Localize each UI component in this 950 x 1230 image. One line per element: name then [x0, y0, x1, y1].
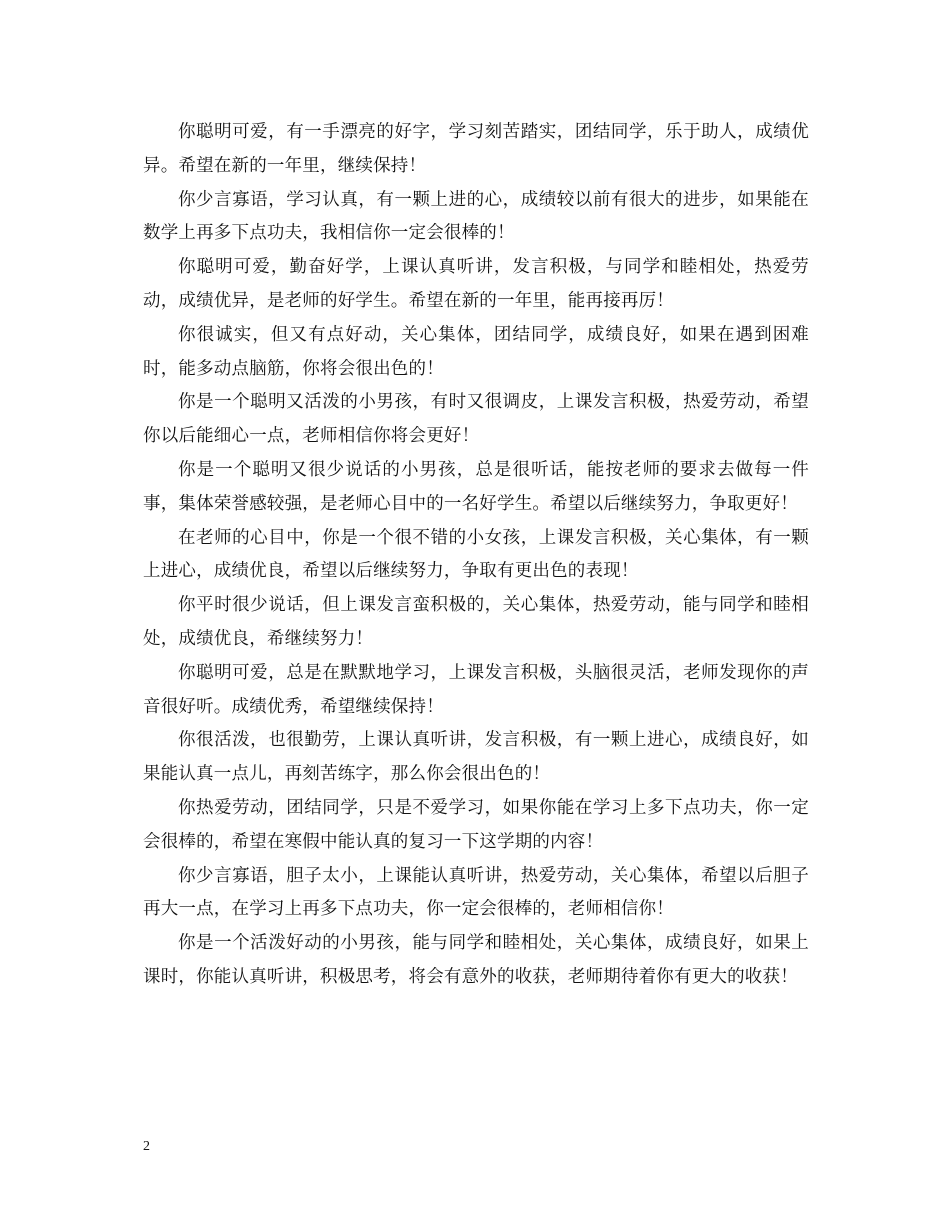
page-number: 2	[143, 1139, 150, 1154]
comment-paragraph: 你少言寡语，胆子太小，上课能认真听讲，热爱劳动，关心集体，希望以后胆子再大一点，在学习上再多下点功夫，你一定会很棒的，老师相信你！	[143, 865, 809, 920]
comment-paragraph: 你聪明可爱，总是在默默地学习，上课发言积极，头脑很灵活，老师发现你的声音很好听。成绩优秀，希望继续保持！	[143, 662, 809, 717]
comment-paragraph: 你聪明可爱，勤奋好学，上课认真听讲，发言积极，与同学和睦相处，热爱劳动，成绩优异，是老师的好学生。希望在新的一年里，能再接再厉！	[143, 257, 809, 311]
document-body	[143, 116, 809, 995]
comment-paragraph: 你是一个活泼好动的小男孩，能与同学和睦相处，关心集体，成绩良好，如果上课时，你能认真听讲，积极思考，将会有意外的收获，老师期待着你有更大的收获！	[143, 933, 809, 987]
comment-paragraph: 你平时很少说话，但上课发言蛮积极的，关心集体，热爱劳动，能与同学和睦相处，成绩优良，希继续努力！	[143, 595, 809, 649]
comment-paragraph: 你是一个聪明又活泼的小男孩，有时又很调皮，上课发言积极，热爱劳动，希望你以后能细心一点，老师相信你将会更好！	[143, 392, 809, 447]
comment-paragraph: 你聪明可爱，有一手漂亮的好字，学习刻苦踏实，团结同学，乐于助人，成绩优异。希望在新的一年里，继续保持！	[143, 122, 809, 176]
comment-paragraph: 你很活泼，也很勤劳，上课认真听讲，发言积极，有一颗上进心，成绩良好，如果能认真一点儿，再刻苦练字，那么你会很出色的！	[143, 730, 809, 785]
comment-paragraph: 你是一个聪明又很少说话的小男孩，总是很听话，能按老师的要求去做每一件事，集体荣誉感较强，是老师心目中的一名好学生。希望以后继续努力，争取更好！	[143, 459, 809, 514]
comment-paragraph: 在老师的心目中，你是一个很不错的小女孩，上课发言积极，关心集体，有一颗上进心，成绩优良，希望以后继续努力，争取有更出色的表现！	[143, 527, 809, 582]
comment-paragraph: 你少言寡语，学习认真，有一颗上进的心，成绩较以前有很大的进步，如果能在数学上再多下点功夫，我相信你一定会很棒的！	[143, 189, 809, 244]
comment-paragraph: 你热爱劳动，团结同学，只是不爱学习，如果你能在学习上多下点功夫，你一定会很棒的，希望在寒假中能认真的复习一下这学期的内容！	[143, 797, 809, 852]
comment-paragraph: 你很诚实，但又有点好动，关心集体，团结同学，成绩良好，如果在遇到困难时，能多动点脑筋，你将会很出色的！	[143, 324, 809, 379]
